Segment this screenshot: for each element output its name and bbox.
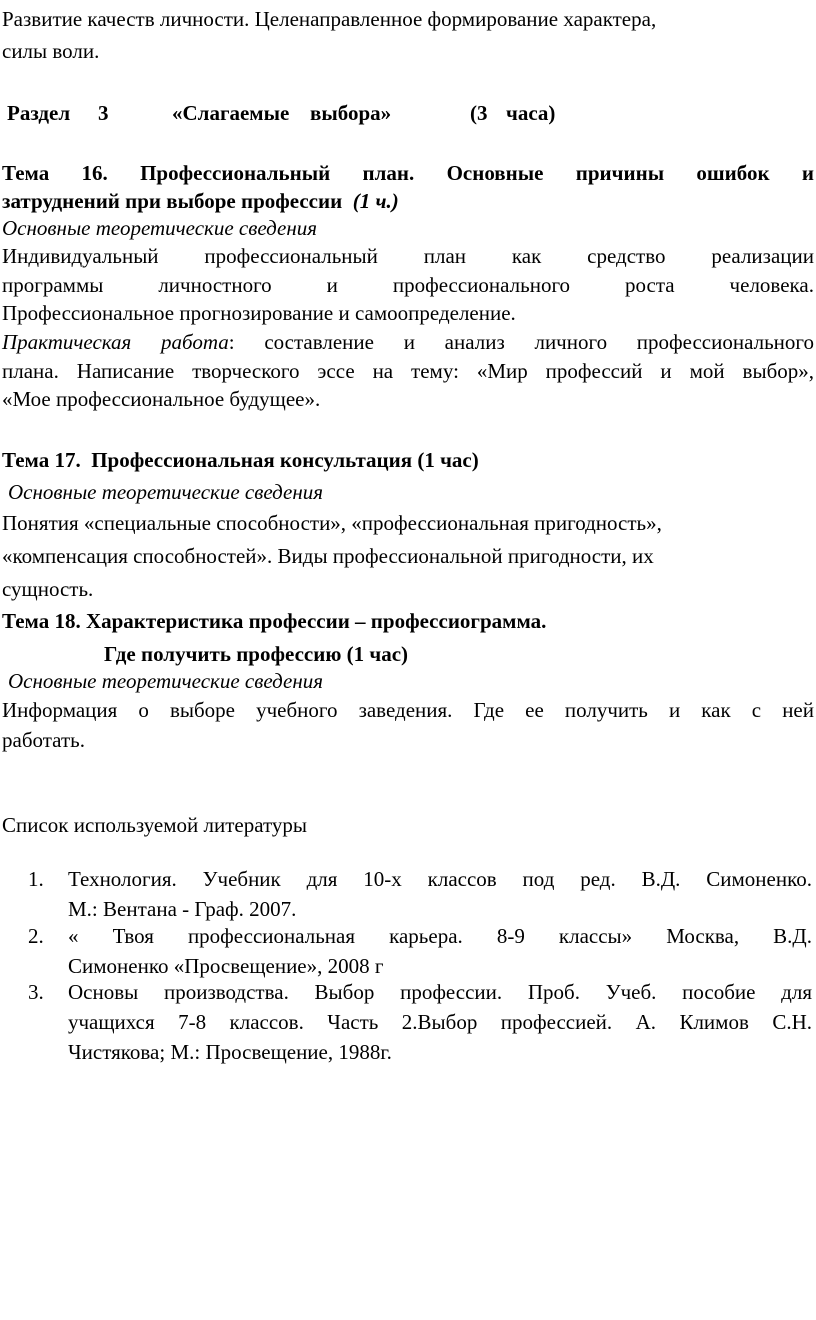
topic16-practice-text: : составление и анализ личного профессионального xyxy=(228,330,814,354)
list-number: 2. xyxy=(28,924,44,948)
list-number: 1. xyxy=(28,867,44,891)
topic16-body-line-2: программы личностного и профессионального роста человека. xyxy=(2,273,814,297)
topic18-body-line-1: Информация о выборе учебного заведения. Где ее получить и как с ней xyxy=(2,698,814,722)
literature-heading: Список используемой литературы xyxy=(2,813,308,837)
section-heading xyxy=(2,98,816,128)
intro-line-1: Развитие качеств личности. Целенаправленное формирование характера, xyxy=(2,7,657,31)
topic16-title-text: затруднений при выборе профессии xyxy=(2,189,343,213)
topic16-theory-label: Основные теоретические сведения xyxy=(2,216,318,240)
topic16-practice-line-3: «Мое профессиональное будущее». xyxy=(2,387,321,411)
topic18-theory-label: Основные теоретические сведения xyxy=(8,669,324,693)
section-hours-number: (3 xyxy=(470,101,488,125)
literature-item-3-line-1: Основы производства. Выбор профессии. Проб. Учеб. пособие для xyxy=(68,980,812,1004)
literature-item-2-line-1: « Твоя профессиональная карьера. 8-9 классы» Москва, В.Д. xyxy=(68,924,812,948)
literature-item-1-line-2: М.: Вентана - Граф. 2007. xyxy=(68,897,297,921)
intro-line-2: силы воли. xyxy=(2,39,100,63)
topic18-title-line-1: Тема 18. Характеристика профессии – профессиограмма. xyxy=(2,609,547,633)
topic17-body-line-3: сущность. xyxy=(2,577,94,601)
section-title-word-2: выбора» xyxy=(310,101,392,125)
list-number: 3. xyxy=(28,980,44,1004)
section-hours-word: часа) xyxy=(506,101,556,125)
topic17-body-line-2: «компенсация способностей». Виды профессиональной пригодности, их xyxy=(2,544,654,568)
topic16-title-line-1: Тема 16. Профессиональный план. Основные причины ошибок и xyxy=(2,161,814,185)
topic16-body-line-3: Профессиональное прогнозирование и самоопределение. xyxy=(2,301,516,325)
section-number: 3 xyxy=(98,101,109,125)
literature-item-3-line-2: учащихся 7-8 классов. Часть 2.Выбор профессией. А. Климов С.Н. xyxy=(68,1010,812,1034)
topic16-body-line-1: Индивидуальный профессиональный план как средство реализации xyxy=(2,244,814,268)
topic16-practice-line-1 xyxy=(2,327,814,357)
topic17-body-line-1: Понятия «специальные способности», «профессиональная пригодность», xyxy=(2,511,662,535)
literature-item-3-line-3: Чистякова; М.: Просвещение, 1988г. xyxy=(68,1040,392,1064)
topic18-title-line-2: Где получить профессию (1 час) xyxy=(104,642,409,666)
section-title-word-1: «Слагаемые xyxy=(172,101,290,125)
literature-item-1-line-1: Технология. Учебник для 10-х классов под ред. В.Д. Симоненко. xyxy=(68,867,812,891)
topic17-theory-label: Основные теоретические сведения xyxy=(8,480,324,504)
topic16-title-line-2 xyxy=(2,186,399,216)
topic16-hours: (1 ч.) xyxy=(352,189,399,213)
topic17-title: Тема 17. Профессиональная консультация (1 час) xyxy=(2,448,479,472)
topic18-body-line-2: работать. xyxy=(2,728,85,752)
topic16-practice-label: Практическая работа xyxy=(2,330,229,354)
section-word: Раздел xyxy=(7,101,71,125)
literature-item-2-line-2: Симоненко «Просвещение», 2008 г xyxy=(68,954,384,978)
topic16-practice-line-2: плана. Написание творческого эссе на тему: «Мир профессий и мой выбор», xyxy=(2,359,814,383)
